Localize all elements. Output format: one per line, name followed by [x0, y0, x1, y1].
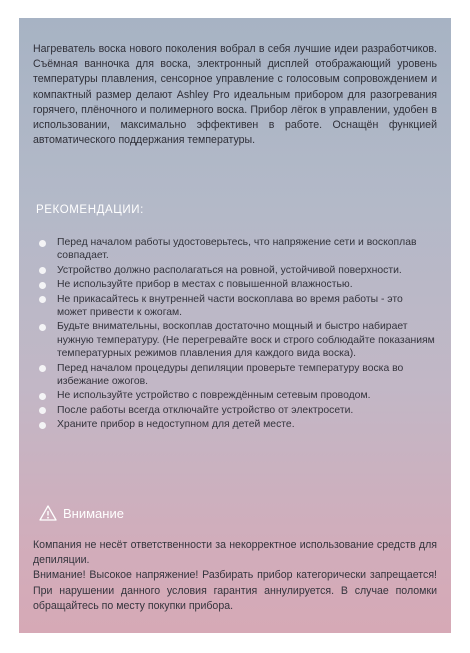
bullet-icon — [39, 393, 46, 400]
list-item: Не используйте устройство с повреждённым сетевым проводом. — [39, 389, 435, 402]
bullet-icon — [39, 240, 46, 247]
intro-paragraph: Нагреватель воска нового поколения вобрал в себя лучшие идеи разработчиков. Съёмная ванночка для воска, электронный дисплей отображающий уровень температуры плавления, сенсорное управление с голосовым сопровождением и компактный размер делают Ashley Pro идеальным прибором для разогревания горячего, плёночного и полимерного воска. Прибор лёгок в управлении, удобен в использовании, максимально эффективен в работе. Оснащён функцией автоматического поддержания температуры. — [33, 43, 437, 147]
list-item: Не используйте прибор в местах с повышенной влажностью. — [39, 278, 435, 291]
bullet-icon — [39, 282, 46, 289]
bullet-icon — [39, 324, 46, 331]
list-item: Храните прибор в недоступном для детей месте. — [39, 418, 435, 431]
bullet-icon — [39, 407, 46, 414]
warning-icon — [39, 505, 57, 521]
bullet-icon — [39, 296, 46, 303]
list-item: Будьте внимательны, воскоплав достаточно мощный и быстро набирает нужную температуру. (Не перегревайте воск и строго соблюдайте показаниям температурных режимов плавления для каждого вида воска). — [39, 320, 435, 360]
list-item: Перед началом процедуры депиляции проверьте температуру воска во избежание ожогов. — [39, 362, 435, 389]
instruction-card — [19, 18, 451, 633]
recommendations-heading: РЕКОМЕНДАЦИИ: — [36, 204, 144, 216]
list-item: После работы всегда отключайте устройство от электросети. — [39, 404, 435, 417]
recommendations-list — [39, 236, 435, 433]
disclaimer-line: Компания не несёт ответственности за некорректное использование средств для депиляции. — [33, 539, 437, 567]
bullet-icon — [39, 422, 46, 429]
warning-line: Внимание! Высокое напряжение! Разбирать прибор категорически запрещается! При нарушении данного условия гарантия аннулируется. В случае поломки обращайтесь по месту покупки прибора. — [33, 569, 437, 612]
list-item: Не прикасайтесь к внутренней части воскоплава во время работы - это может привести к ожогам. — [39, 293, 435, 320]
warning-heading — [39, 505, 124, 521]
bullet-icon — [39, 267, 46, 274]
list-item: Устройство должно располагаться на ровной, устойчивой поверхности. — [39, 264, 435, 277]
list-item: Перед началом работы удостоверьтесь, что напряжение сети и воскоплав совпадает. — [39, 236, 435, 263]
bullet-icon — [39, 365, 46, 372]
disclaimer-text — [33, 538, 437, 614]
warning-title: Внимание — [63, 505, 124, 521]
